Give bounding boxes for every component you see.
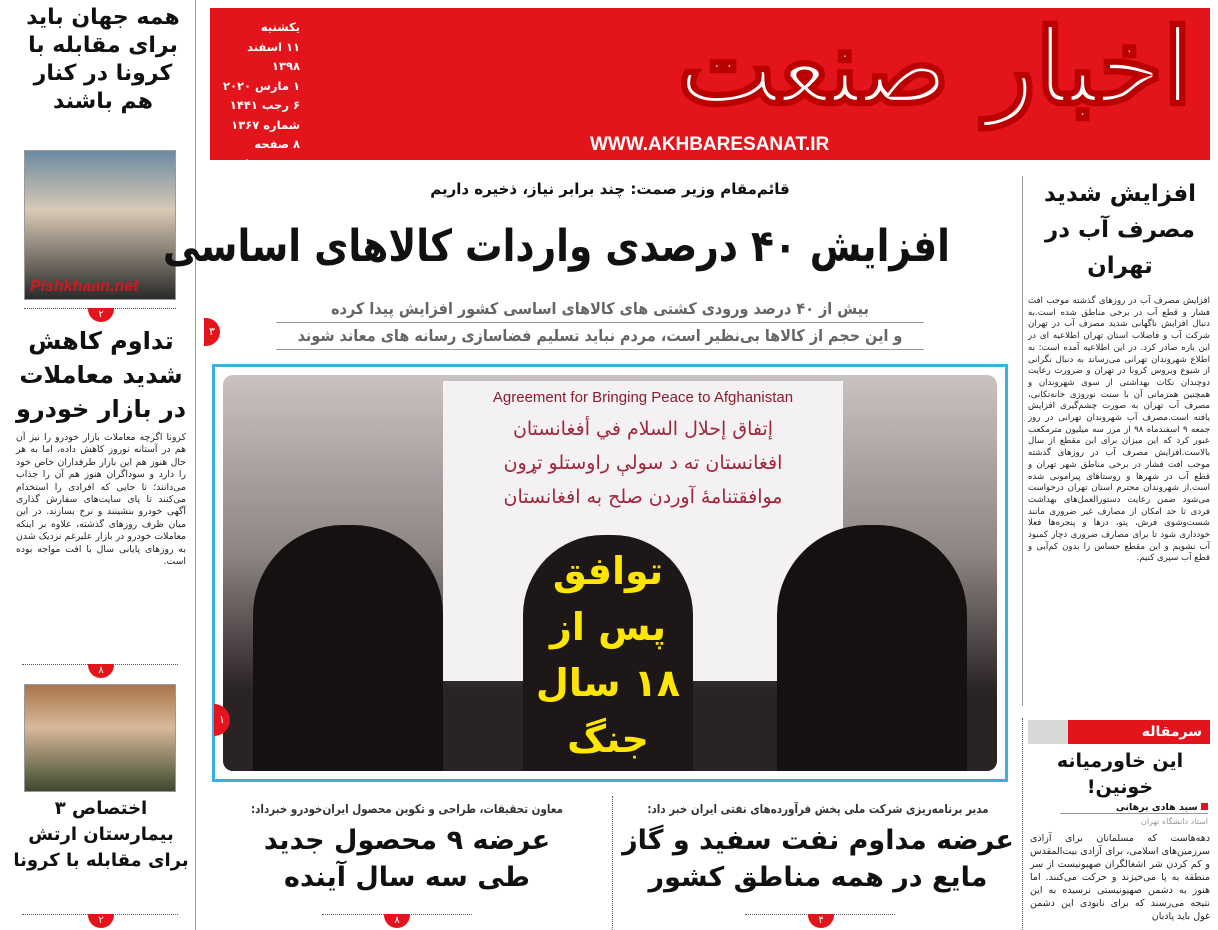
bottom-story-2-headline-1: عرضه ۹ محصول جدید	[263, 825, 551, 856]
page-badge: ۴	[808, 914, 834, 928]
main-subhead	[240, 296, 960, 350]
right-story-body: افزایش مصرف آب در روزهای گذشته موجب افت فشار و قطع آب در برخی مناطق شده است.به دنبال افزایش ناگهانی شدید مصرف آب در تهران شرکت آب و فاضلاب استان تهران اطلاعیه ای در این باره صادر کرد. در این اطلاعیه آمده است: به اطلاع شهروندان تهرانی می‌رساند به دنبال نگرانی از شیوع ویروس کرونا در تهران و ضرورت رعایت دوچندان نکات بهداشتی از سوی شهروندان و همچنین همزمانی آن با سنت نوروزی خانه‌تکانی، مصرف آب تهران به صورت چشم‌گیری افزایش یافته است.مصرف آب شهروندان تهرانی در روز جمعه ۹ اسفندماه ۹۸ از مرز سه میلیون مترمکعب عبور کرد که این میزان برای این مقطع از سال بالاست.افزایش مصرف آب در روزهای گذشته موجب افت فشار در برخی مناطق شهر تهران و قطع آب در شهرها و روستاهای پیرامونی شده است.از شهروندان محترم استان تهران درخواست می‌شود ضمن رعایت دستورالعمل‌های بهداشت فردی تا حد امکان از مصارف غیر ضروری مانند شست‌وشوی فرش، پتو، درها و پنجره‌ها فعلا خودداری شود تا برای مصارف ضروری دچار کمبود آب نشویم و این مقطع حساس را بدون کم‌آبی و قطع آب سپری کنیم.	[1028, 296, 1210, 564]
bottom-story-2-kicker: معاون تحقیقات، طراحی و تکوین محصول ایران‌خودرو خبرداد:	[251, 802, 563, 816]
caption-line: پس از	[549, 605, 667, 649]
divider	[1022, 176, 1023, 706]
price: ۲۰۰۰ تومان	[235, 156, 300, 171]
caption-line: ۱۸ سال	[535, 661, 681, 705]
caption-line: توافق	[552, 549, 664, 593]
subhead-line-1: بیش از ۴۰ درصد ورودی کشتی های کالاهای اساسی کشور افزایش پیدا کرده	[276, 296, 924, 323]
page-count: ۸ صفحه	[254, 137, 300, 151]
author-title: استاد دانشگاه تهران	[1140, 817, 1208, 826]
silhouette-left	[253, 525, 443, 771]
masthead	[210, 5, 1210, 171]
page-badge: ۳	[204, 318, 220, 346]
bottom-story-1-headline-2: مایع در همه مناطق کشور	[648, 862, 988, 893]
editorial-body: دهه‌هاست که مسلمانان برای آزادی سرزمین‌های اسلامی، برای آزادی بیت‌المقدس و کم کردن شر اشغالگران صهیونیست از سر منطقه به پا می‌خیزند و حرکت می‌کنند. اما هنوز به دشمن صهیونیستی نرسیده به این نتیجه می‌رسند که برای نابودی این دشمن غول باید پادبان	[1030, 833, 1210, 922]
banner-dari: موافقتنامهٔ آوردن صلح به افغانستان	[503, 486, 783, 508]
silhouette-right	[777, 525, 967, 771]
right-story-headline[interactable]: افزایش شدید مصرف آب در تهران	[1043, 181, 1197, 279]
issue-date-hijri: ۶ رجب ۱۴۴۱	[229, 98, 300, 112]
main-kicker: قائم‌مقام وزیر صمت: چند برابر نیاز، ذخیره داریم	[430, 180, 790, 198]
left-story-1-headline[interactable]: همه جهان باید برای مقابله با کرونا در کنار هم باشند	[26, 5, 180, 114]
author-name: سید هادی برهانی	[1115, 802, 1198, 813]
page-badge: ۲	[88, 914, 114, 928]
main-headline[interactable]: افزایش ۴۰ درصدی واردات کالاهای اساسی	[162, 221, 950, 272]
subhead-line-2: و این حجم از کالاها بی‌نظیر است، مردم نباید تسلیم فضاسازی رسانه های معاند شوند	[276, 323, 924, 350]
banner-pashto: افغانستان ته د سولې راوستلو تړون	[503, 452, 783, 474]
main-photo-frame[interactable]	[212, 364, 1008, 782]
caption-line: جنگ	[567, 717, 649, 761]
issue-day: یکشنبه	[260, 20, 300, 34]
left-story-2-body: کرونا اگرچه معاملات بازار خودرو را نیز آن هم در آستانه نوروز کاهش داده، اما به هر حال هنوز هم این بازار طرفداران خاص خود را دارد و سوداگران هنوز هم آن را جذاب می‌دانند؛ تا جایی که افرادی را استخدام می‌کنند تا پای سایت‌های سفارش گذاری آگهی خودرو بنشینند و نرخ بسازند. در این میان ظرف روزهای گذشته، علاوه بر اینکه معاملات خودرو در بازار علیرغم نزدیک شدن به روزهای پایانی سال با افت مواجه بوده است.	[16, 432, 186, 568]
page-badge: ۱	[214, 704, 230, 736]
newspaper-logo: اخبار صنعت	[677, 5, 1192, 128]
page-badge: ۸	[88, 664, 114, 678]
arrow-icon	[1028, 720, 1068, 744]
divider	[1022, 718, 1023, 930]
main-photo	[223, 375, 997, 771]
bottom-story-2[interactable]	[208, 802, 606, 896]
editorial-author	[1060, 802, 1208, 814]
watermark: Pishkhaan.net	[30, 278, 139, 295]
bottom-story-2-headline-2: طی سه سال آینده	[284, 862, 530, 893]
bullet-icon	[1201, 803, 1208, 810]
website-url[interactable]: WWW.AKHBARESANAT.IR	[590, 134, 830, 155]
bottom-story-1[interactable]	[618, 802, 1018, 896]
page-badge: ۸	[384, 914, 410, 928]
banner-english: Agreement for Bringing Peace to Afghanistan	[492, 389, 794, 406]
divider	[612, 796, 613, 930]
bottom-story-1-kicker: مدیر برنامه‌ریزی شرکت ملی پخش فرآورده‌های نفتی ایران خبر داد:	[647, 802, 989, 816]
editorial-headline[interactable]: این خاورمیانه خونین!	[1056, 750, 1184, 798]
editorial-label: سرمقاله	[1068, 720, 1210, 744]
issue-number: شماره ۱۳۶۷	[231, 117, 300, 132]
left-story-2-headline[interactable]: تداوم کاهش شدید معاملات در بازار خودرو	[15, 327, 187, 423]
page-badge: ۲	[88, 308, 114, 322]
left-story-3-headline[interactable]: اختصاص ۳ بیمارستان ارتش برای مقابله با کرونا	[13, 798, 189, 871]
left-story-3-photo	[24, 684, 176, 792]
banner-arabic-1: إتفاق إحلال السلام في أفغانستان	[512, 418, 774, 440]
issue-date-shamsi: ۱۱ اسفند ۱۳۹۸	[247, 39, 300, 73]
bottom-story-1-headline-1: عرضه مداوم نفت سفید و گاز	[622, 825, 1014, 856]
issue-info	[220, 18, 300, 174]
photo-caption	[513, 543, 703, 767]
issue-date-gregorian: ۱ مارس ۲۰۲۰	[222, 78, 300, 93]
